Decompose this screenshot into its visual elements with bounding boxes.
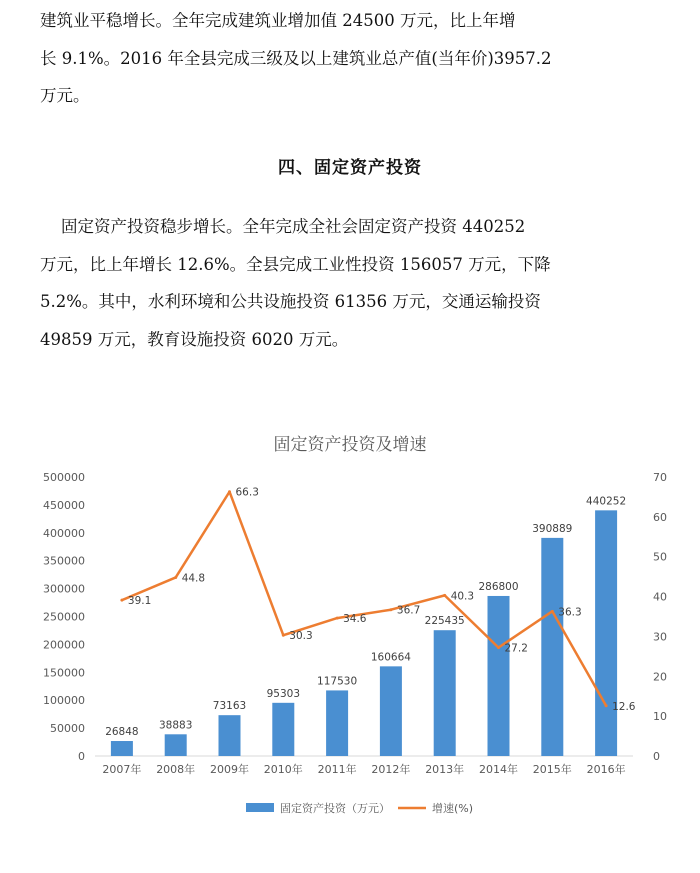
x-tick-label: 2016年 [586, 763, 626, 776]
left-tick-label: 450000 [43, 498, 85, 512]
bar [272, 703, 294, 756]
chart-title: 固定资产投资及增速 [273, 435, 427, 455]
bar [326, 690, 348, 756]
left-tick-label: 0 [78, 750, 85, 763]
line-data-label: 44.8 [181, 572, 206, 585]
line-data-label: 34.6 [343, 613, 367, 626]
x-tick-label: 2008年 [156, 763, 196, 776]
chart-container [0, 420, 700, 840]
line-point [605, 704, 608, 707]
line-data-label: 66.3 [235, 486, 259, 499]
section-heading: 四、固定资产投资 [278, 158, 422, 178]
paragraph-line: 固定资产投资稳步增长。全年完成全社会固定资产投资 440252 [40, 217, 526, 236]
left-tick-label: 400000 [43, 526, 85, 540]
bar-series [105, 495, 626, 756]
x-tick-label: 2010年 [263, 763, 303, 776]
line-point [336, 617, 339, 620]
bar [111, 741, 133, 756]
paragraph-line: 49859 万元，教育设施投资 6020 万元。 [40, 329, 349, 349]
bar-data-label: 286800 [478, 580, 519, 593]
x-axis [95, 756, 633, 776]
bar-data-label: 117530 [317, 675, 358, 688]
left-tick-label: 50000 [50, 722, 85, 736]
line-point [120, 599, 123, 602]
line-point [282, 634, 285, 637]
x-tick-label: 2015年 [532, 763, 572, 776]
line-point [497, 646, 500, 649]
bar-data-label: 95303 [266, 687, 301, 700]
x-tick-label: 2007年 [102, 763, 142, 776]
bar [219, 715, 241, 756]
line-point [551, 610, 554, 613]
x-tick-label: 2012年 [371, 763, 411, 776]
right-tick-label: 60 [653, 510, 667, 524]
paragraph-line: 万元，比上年增长 12.6%。全县完成工业性投资 156057 万元，下降 [40, 254, 551, 274]
x-tick-label: 2014年 [479, 763, 518, 776]
line-data-label: 39.1 [127, 595, 152, 608]
line-data-label: 40.3 [450, 590, 475, 603]
line-data-label: 30.3 [289, 630, 313, 643]
bar [488, 596, 510, 756]
line-point [389, 608, 392, 611]
right-tick-label: 0 [653, 750, 660, 763]
line-point [174, 576, 177, 579]
line-data-label: 36.7 [396, 604, 421, 617]
left-tick-label: 250000 [43, 610, 85, 624]
line-data-label: 27.2 [504, 642, 528, 655]
bar [595, 510, 617, 756]
bar-data-label: 225435 [424, 615, 465, 628]
bar-data-label: 160664 [370, 651, 411, 664]
bar-data-label: 38883 [158, 719, 193, 732]
right-y-axis [653, 471, 667, 763]
left-tick-label: 150000 [43, 666, 85, 680]
right-tick-label: 70 [653, 471, 667, 484]
paragraph-construction [40, 2, 660, 115]
line-data-label: 36.3 [558, 606, 582, 619]
right-tick-label: 40 [653, 590, 667, 604]
bar-data-label: 26848 [105, 726, 139, 739]
x-tick-label: 2011年 [317, 763, 357, 776]
bar-data-label: 440252 [586, 495, 627, 508]
legend-bar-swatch [246, 803, 274, 812]
bar-data-label: 73163 [212, 700, 247, 713]
line-data-label: 12.6 [612, 700, 636, 713]
left-y-axis [43, 471, 85, 763]
left-tick-label: 500000 [43, 471, 85, 484]
x-tick-label: 2009年 [210, 763, 249, 776]
right-tick-label: 10 [653, 710, 667, 724]
paragraph-line: 建筑业平稳增长。全年完成建筑业增加值 24500 万元，比上年增 [40, 11, 516, 30]
legend-bar-label: 固定资产投资（万元） [280, 802, 390, 815]
right-tick-label: 50 [653, 550, 667, 564]
paragraph-line: 万元。 [40, 86, 90, 105]
right-tick-label: 30 [653, 630, 667, 644]
paragraph-fixed-asset-investment [40, 208, 660, 358]
paragraph-line: 5.2%。其中，水利环境和公共设施投资 61356 万元，交通运输投资 [40, 292, 541, 311]
left-tick-label: 100000 [43, 694, 85, 708]
paragraph-line: 长 9.1%。2016 年全县完成三级及以上建筑业总产值(当年价)3957.2 [40, 48, 552, 68]
line-point [443, 594, 446, 597]
bar [380, 666, 402, 756]
left-tick-label: 350000 [43, 554, 85, 568]
legend-line-label: 增速(%) [432, 802, 474, 815]
chart-legend [246, 801, 473, 815]
bar [165, 734, 187, 756]
bar [541, 538, 563, 756]
bar [434, 630, 456, 756]
x-tick-label: 2013年 [425, 763, 465, 776]
left-tick-label: 300000 [43, 582, 85, 596]
investment-growth-chart [0, 420, 700, 840]
left-tick-label: 200000 [43, 638, 85, 652]
line-point [228, 490, 231, 493]
bar-data-label: 390889 [532, 522, 573, 535]
right-tick-label: 20 [653, 670, 667, 684]
